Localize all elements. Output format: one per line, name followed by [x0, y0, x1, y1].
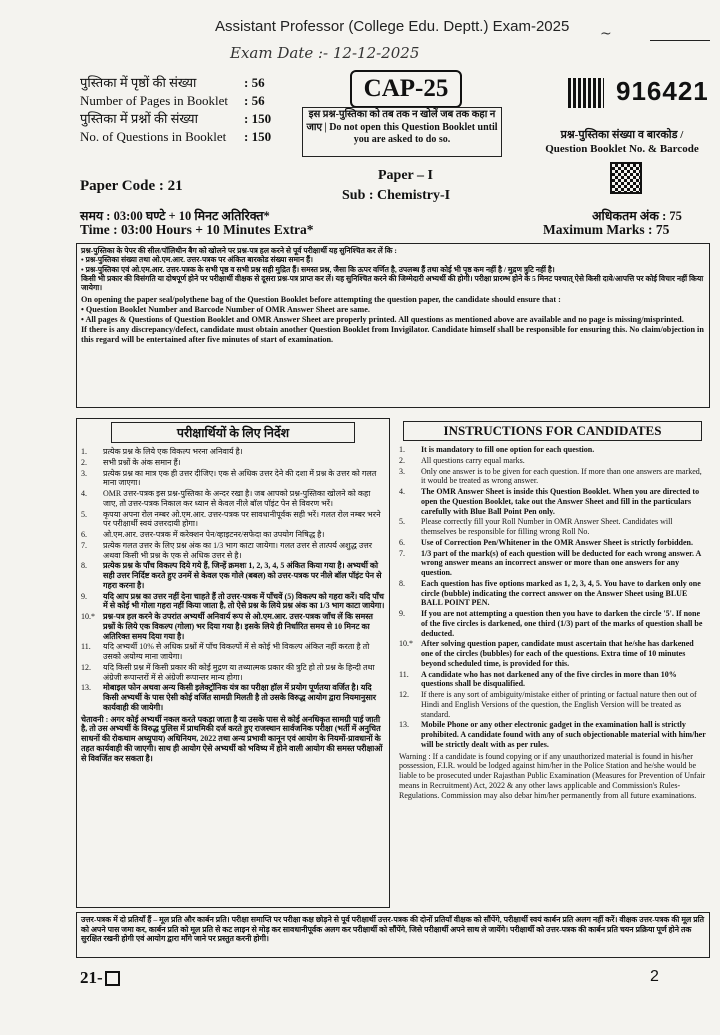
opening-en-intro: On opening the paper seal/polythene bag of the Question Booklet before attempting the question paper, the candidate should ensure that :	[81, 294, 561, 304]
hindi-item-number: 8.	[81, 561, 87, 571]
qr-code-icon	[610, 162, 642, 194]
english-item-text: All questions carry equal marks.	[421, 455, 525, 465]
english-item-text: If there is any sort of ambiguity/mistake either of printing or factual nature then out of Hindi and English Versions of the question, the English Version will be treated as standard.	[421, 690, 697, 719]
hindi-item-text: प्रत्येक प्रश्न के लिये एक विकल्प भरना अनिवार्य है।	[103, 447, 243, 456]
hindi-item-10	[81, 612, 385, 641]
english-warning: Warning : If a candidate is found copying or if any unauthorized material is found in his/her possession, F.I.R. would be lodged against him/her in the Police Station and he/she would be liable to be prosecuted under Rajasthan Public Examination (Measures for Prevention of Unfair means in Recruitment) Act, 2022 & any other laws applicable and Commission's Rules-Regulations. Commission may also debar him/her permanently from all future examinations.	[399, 751, 706, 800]
english-item-text: Mobile Phone or any other electronic gadget in the examination hall is strictly prohibited. A candidate found with any of such objectionable material with him/her will be strictly dealt with as per rules.	[421, 720, 706, 749]
hindi-item-number: 5.	[81, 509, 87, 519]
hindi-instructions-column	[76, 418, 390, 908]
exam-title: Assistant Professor (College Edu. Deptt.) Exam-2025	[215, 18, 570, 35]
hindi-instructions-list	[81, 447, 385, 713]
hindi-item-number: 9.	[81, 591, 87, 601]
hindi-item-number: 13.	[81, 683, 91, 693]
english-item-9	[399, 609, 706, 638]
hindi-item-text: कृपया अपना रोल नम्बर ओ.एम.आर. उत्तर-पत्रक पर सावधानीपूर्वक सही भरें। गलत रोल नम्बर भरने पर परीक्षार्थी स्वयं उत्तरदायी होगा।	[103, 509, 381, 529]
hindi-item-2	[81, 458, 385, 468]
english-item-2	[399, 456, 706, 466]
hindi-item-text: सभी प्रश्नों के अंक समान हैं।	[103, 457, 181, 467]
english-item-8	[399, 579, 706, 608]
opening-en-bullet-1: • Question Booklet Number and Barcode Number of OMR Answer Sheet are same.	[81, 304, 370, 314]
seal-notice-en: Do not open this Question Booklet until you are asked to do so.	[329, 121, 498, 145]
questions-label-en: No. of Questions in Booklet	[80, 129, 227, 144]
hindi-item-number: 10.*	[81, 612, 95, 621]
hindi-item-text: मोबाइल फोन अथवा अन्य किसी इलेक्ट्रॉनिक यंत्र का परीक्षा हॉल में प्रयोग पूर्णतया वर्जित है। यदि किसी अभ्यर्थी के पास ऐसी कोई वर्जित सामग्री मिलती है तो उसके विरुद्ध आयोग द्वारा नियमानुसार कार्यवाही की जायेगी।	[103, 683, 377, 712]
time-en: Time : 03:00 Hours + 10 Minutes Extra*	[80, 222, 314, 237]
english-item-13	[399, 720, 706, 749]
english-item-text: After solving question paper, candidate must ascertain that he/she has darkened one of the circles (bubbles) for each of the questions. Extra time of 10 minutes beyond scheduled time, is provided for this.	[421, 639, 694, 668]
english-item-text: If you are not attempting a question then you have to darken the circle '5'. If none of the five circles is darkened, one third (1/3) part of the marks of question shall be deducted.	[421, 609, 703, 638]
paper-subject: Sub : Chemistry-I	[342, 188, 451, 203]
english-item-7	[399, 549, 706, 578]
english-item-number: 3.	[399, 466, 405, 476]
english-item-number: 2.	[399, 455, 405, 465]
hindi-item-text: प्रत्येक प्रश्न का मात्र एक ही उत्तर दीजिए। एक से अधिक उत्तर देने की दशा में प्रश्न के उत्तर को गलत माना जाएगा।	[103, 468, 377, 488]
hindi-item-5	[81, 510, 385, 530]
booklet-info	[80, 74, 271, 146]
opening-en-tail: If there is any discrepancy/defect, candidate must obtain another Question Booklet from Invigilator. Candidate himself shall be responsible for ensuring this. No claim/objection in this regard will be entertained after five minutes of start of examination.	[81, 324, 704, 344]
checkbox-icon	[105, 971, 120, 986]
hindi-item-number: 7.	[81, 540, 87, 550]
hindi-item-text: ओ.एम.आर. उत्तर-पत्रक में करेक्शन पेन/व्हाइटनर/सफेदा का उपयोग निषिद्ध है।	[103, 530, 325, 539]
hindi-item-4	[81, 489, 385, 509]
opening-hi-tail: किसी भी प्रकार की विसंगति या दोषपूर्ण होने पर परीक्षार्थी वीक्षक से दूसरा प्रश्न-पत्र प्राप्त कर लें। यह सुनिश्चित करने की जिम्मेदारी अभ्यर्थी की होगी। परीक्षा प्रारम्भ होने के 5 मिनट पश्चात् ऐसे किसी दावे/आपत्ति पर कोई विचार नहीं किया जायेगा।	[81, 273, 704, 293]
hindi-item-number: 12.	[81, 662, 91, 672]
questions-value-en: : 150	[244, 129, 272, 144]
pages-label-hi: पुस्तिका में पृष्ठों की संख्या	[80, 75, 197, 90]
hindi-item-text: यदि आप प्रश्न का उत्तर नहीं देना चाहते हैं तो उत्तर-पत्रक में पाँचवें (5) विकल्प को गहरा करें। यदि पाँच में से कोई भी गोला गहरा नहीं किया जाता है, तो ऐसे प्रश्न के लिये प्रश्न अंक का 1/3 भाग काटा जायेगा।	[103, 591, 385, 611]
questions-label-hi: पुस्तिका में प्रश्नों की संख्या	[80, 111, 198, 126]
opening-en-bullet-2: • All pages & Questions of Question Booklet and OMR Answer Sheet are properly printed. All questions as mentioned above are available and no page is missing/misprinted.	[81, 314, 684, 324]
barcode-label	[532, 128, 712, 156]
english-item-text: It is mandatory to fill one option for each question.	[421, 445, 595, 454]
english-item-5	[399, 517, 706, 537]
footer-left-code: 21-	[80, 968, 120, 988]
seal-notice: इस प्रश्न-पुस्तिका को तब तक न खोलें जब तक कहा न जाए | Do not open this Question Booklet until you are asked to do so.	[302, 107, 502, 157]
barcode-label-hi: प्रश्न-पुस्तिका संख्या व बारकोड /	[560, 129, 684, 141]
hindi-item-number: 1.	[81, 447, 87, 456]
english-item-number: 13.	[399, 720, 409, 730]
english-item-number: 1.	[399, 445, 405, 454]
hindi-item-number: 3.	[81, 468, 87, 478]
hindi-warning: चेतावनी : अगर कोई अभ्यर्थी नकल करते पकड़ा जाता है या उसके पास से कोई अनधिकृत सामग्री पाई जाती है, तो उस अभ्यर्थी के विरुद्ध पुलिस में प्राथमिकी दर्ज करते हुए राजस्थान सार्वजनिक परीक्षा (भर्ती में अनुचित साधनों की रोकथाम अध्युपाय) अधिनियम, 2022 तथा अन्य प्रभावी कानून एवं आयोग के नियमों-प्रावधानों के तहत कार्यवाही की जाएगी। साथ ही आयोग ऐसे अभ्यर्थी को भविष्य में होने वाली आयोग की समस्त परीक्षाओं से विवर्जित कर सकता है।	[81, 714, 383, 763]
english-item-6	[399, 538, 706, 548]
english-item-number: 12.	[399, 690, 409, 699]
questions-value: : 150	[244, 111, 272, 126]
pages-label-en: Number of Pages in Booklet	[80, 93, 229, 108]
seal-notice-hi: इस प्रश्न-पुस्तिका को तब तक न खोलें जब तक कहा न जाए	[306, 109, 496, 133]
opening-hi-bullet-2: • प्रश्न-पुस्तिका एवं ओ.एम.आर. उत्तर-पत्रक के सभी पृष्ठ व सभी प्रश्न सही मुद्रित हैं। समस्त प्रश्न, जैसा कि ऊपर वर्णित है, उपलब्ध हैं तथा कोई भी पृष्ठ कम नहीं है / मुद्रण त्रुटि नहीं है।	[81, 264, 555, 274]
paper-code: Paper Code : 21	[80, 178, 183, 194]
hindi-item-11	[81, 642, 385, 662]
handwritten-exam-date: Exam Date :- 12-12-2025	[230, 44, 420, 62]
opening-hi-bullet-1: • प्रश्न-पुस्तिका संख्या तथा ओ.एम.आर. उत्तर-पत्रक पर अंकित बारकोड संख्या समान हैं।	[81, 255, 313, 265]
marks-en: Maximum Marks : 75	[543, 222, 670, 237]
english-item-number: 4.	[399, 487, 405, 496]
english-item-number: 7.	[399, 548, 405, 558]
paper-number: Paper – I	[378, 168, 433, 183]
pages-value: : 56	[244, 75, 265, 90]
opening-instructions-box	[76, 243, 710, 408]
english-instructions-list	[399, 445, 706, 750]
english-item-text: A candidate who has not darkened any of the five circles in more than 10% questions shall be disqualified.	[421, 669, 677, 689]
english-item-number: 11.	[399, 669, 409, 679]
english-item-text: Please correctly fill your Roll Number in OMR Answer Sheet. Candidates will themselves be responsible for filling wrong Roll No.	[421, 517, 673, 536]
english-item-4	[399, 487, 706, 516]
hindi-item-text: प्रत्येक गलत उत्तर के लिए प्रश्न अंक का 1/3 भाग काटा जायेगा। गलत उत्तर से तात्पर्य अशुद्ध उत्तर अथवा किसी भी प्रश्न के एक से अधिक उत्तर से है।	[103, 540, 373, 560]
footer-note: उत्तर-पत्रक में दो प्रतियाँ हैं – मूल प्रति और कार्बन प्रति। परीक्षा समाप्ति पर परीक्षा कक्ष छोड़ने से पूर्व परीक्षार्थी उत्तर-पत्रक की दोनों प्रतियाँ वीक्षक को सौंपेंगे, परीक्षार्थी स्वयं कार्बन प्रति अलग नहीं करें। वीक्षक उत्तर-पत्रक की मूल प्रति को अपने पास जमा कर, कार्बन प्रति को मूल प्रति से कट लाइन से मोड़ कर सावधानीपूर्वक अलग कर परीक्षार्थी को सौंपेंगे, जिसे परीक्षार्थी अपने साथ ले जायेंगे। परीक्षार्थी को उत्तर-पत्रक की कार्बन प्रति चयन प्रक्रिया पूर्ण होने तक सुरक्षित रखनी होगी एवं आयोग द्वारा माँगे जाने पर प्रस्तुत करनी होगी।	[76, 912, 710, 958]
hindi-item-text: यदि किसी प्रश्न में किसी प्रकार की कोई मुद्रण या तथ्यात्मक प्रकार की त्रुटि हो तो प्रश्न के हिन्दी तथा अंग्रेजी रूपान्तरों में से अंग्रेजी रूपान्तर मान्य होगा।	[103, 662, 375, 682]
english-item-text: Each question has five options marked as 1, 2, 3, 4, 5. You have to darken only one circle (bubble) indicating the correct answer on the Answer Sheet using BLUE BALL POINT PEN.	[421, 578, 701, 608]
english-item-number: 10.*	[399, 639, 413, 649]
english-item-11	[399, 670, 706, 690]
english-item-text: Only one answer is to be given for each question. If more than one answers are marked, it would be treated as wrong answer.	[421, 466, 702, 486]
booklet-number: 916421	[616, 76, 709, 106]
hindi-item-1	[81, 447, 385, 457]
hindi-item-7	[81, 541, 385, 561]
english-item-3	[399, 467, 706, 487]
hindi-instructions-heading: परीक्षार्थियों के लिए निर्देश	[111, 422, 355, 443]
pages-value-en: : 56	[244, 93, 265, 108]
hindi-item-9	[81, 592, 385, 612]
english-instructions-heading: INSTRUCTIONS FOR CANDIDATES	[403, 421, 702, 441]
hindi-item-8	[81, 561, 385, 590]
english-item-number: 6.	[399, 537, 405, 547]
english-item-10	[399, 639, 706, 668]
hindi-item-text: प्रत्येक प्रश्न के पाँच विकल्प दिये गये हैं, जिन्हें क्रमशः 1, 2, 3, 4, 5 अंकित किया गया है। अभ्यर्थी को सही उत्तर निर्दिष्ट करते हुए उनमें से केवल एक गोले (बबल) को उत्तर-पत्रक पर नीले बॉल पॉइंट पेन से गहरा करना है।	[103, 561, 382, 590]
hindi-item-text: प्रश्न-पत्र हल करने के उपरांत अभ्यर्थी अनिवार्य रूप से ओ.एम.आर. उत्तर-पत्रक जाँच लें कि समस्त प्रश्नों के लिये एक विकल्प (गोला) भर दिया गया है। इसके लिये ही निर्धारित समय से 10 मिनट का अतिरिक्त समय दिया गया है।	[103, 612, 373, 641]
page-number: 2	[650, 968, 659, 985]
marks-hi: अधिकतम अंक : 75	[592, 209, 682, 223]
barcode-label-en: Question Booklet No. & Barcode	[545, 143, 699, 155]
english-item-number: 5.	[399, 517, 405, 527]
hindi-item-text: यदि अभ्यर्थी 10% से अधिक प्रश्नों में पाँच विकल्पों में से कोई भी विकल्प अंकित नहीं करता है तो उसको अयोग्य माना जायेगा।	[103, 642, 370, 661]
barcode-icon	[568, 78, 604, 108]
hindi-item-6	[81, 530, 385, 540]
english-item-number: 8.	[399, 578, 405, 588]
english-item-number: 9.	[399, 609, 405, 618]
hindi-item-text: OMR उत्तर-पत्रक इस प्रश्न-पुस्तिका के अन्दर रखा है। जब आपको प्रश्न-पुस्तिका खोलने को कहा जाए, तो उत्तर-पत्रक निकाल कर ध्यान से केवल नीले बॉल पॉइंट पेन से विवरण भरें।	[103, 489, 371, 508]
series-code-box	[350, 70, 462, 108]
hindi-item-number: 4.	[81, 489, 87, 498]
hindi-item-number: 2.	[81, 457, 87, 467]
hindi-item-number: 11.	[81, 642, 91, 652]
hindi-item-number: 6.	[81, 530, 87, 539]
english-item-text: 1/3 part of the mark(s) of each question will be deducted for each wrong answer. A wrong answer means an incorrect answer or more than one answers for any question.	[421, 548, 701, 577]
english-item-text: Use of Correction Pen/Whitener in the OMR Answer Sheet is strictly forbidden.	[421, 537, 693, 547]
english-item-12	[399, 690, 706, 719]
hindi-item-3	[81, 469, 385, 489]
time-hi: समय : 03:00 घण्टे + 10 मिनट अतिरिक्त*	[80, 209, 270, 223]
english-instructions-column	[395, 418, 710, 908]
english-item-1	[399, 445, 706, 455]
handwritten-mark: ~	[600, 26, 612, 42]
opening-hi-intro: प्रश्न-पुस्तिका के पेपर की सील/पॉलिथीन बैग को खोलने पर प्रश्न-पत्र हल करने से पूर्व परीक्षार्थी यह सुनिश्चित कर लें कि :	[81, 246, 397, 255]
series-code: CAP-25	[363, 75, 449, 102]
hindi-item-12	[81, 663, 385, 683]
hindi-item-13	[81, 683, 385, 712]
english-item-text: The OMR Answer Sheet is inside this Question Booklet. When you are directed to open the Question Booklet, take out the Answer Sheet and fill in the particulars carefully with Blue Ball Point Pen only.	[421, 487, 700, 516]
